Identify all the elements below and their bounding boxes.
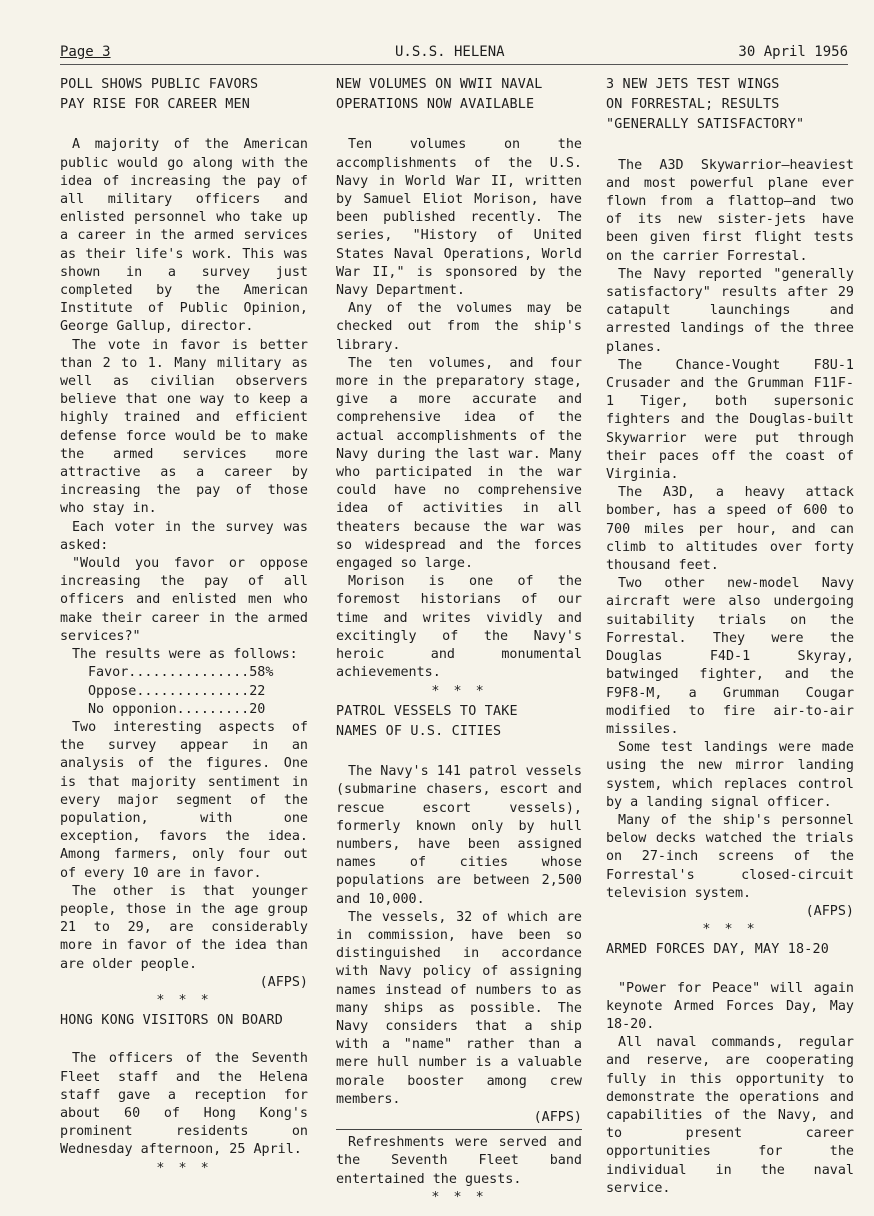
patrol-paragraph: The vessels, 32 of which are in commission, have been so distinguished in accordance with Navy policy of assigning names instead of numbers to as many ships as possible. The Navy considers that a ship with a "name" rather than a mere hull number is a valuable morale booster among crew members. xyxy=(336,909,582,1107)
poll-source: (AFPS) xyxy=(259,974,308,990)
refreshments-paragraph: Refreshments were served and the Seventh Fleet band entertained the guests. xyxy=(336,1135,582,1187)
jets-paragraph: The Chance-Vought F8U-1 Crusader and the Grumman F11F-1 Tiger, both supersonic fighters and the Douglas-built Skywarrior were put through their paces off the coast of Virginia. xyxy=(606,357,854,483)
poll-paragraph: The results were as follows: xyxy=(72,647,298,663)
volumes-paragraph: Morison is one of the foremost historians of our time and writes vividly and excitingly of the Navy's heroic and monumental achievements. xyxy=(336,574,582,681)
poll-paragraph: Two interesting aspects of the survey appear in an analysis of the figures. One is that majority sentiment in every major segment of the population, with one exception, favors the idea. Among farmers, only four out of every 10 are in favor. xyxy=(60,719,308,881)
patrol-headline-line2: NAMES OF U.S. CITIES xyxy=(336,723,502,739)
patrol-paragraph: The Navy's 141 patrol vessels (submarine chasers, escort and rescue escort vessels), formerly known only by hull numbers, have been assigned names of cities whose populations are between 2,500 and 10,000. xyxy=(336,764,582,907)
divider xyxy=(336,1129,582,1130)
volumes-paragraph: Ten volumes on the accomplishments of the U.S. Navy in World War II, written by Samuel Eliot Morison, have been published recently. The series, "History of United States Naval Operations, World War II," is sponsored by the Navy Department. xyxy=(336,137,582,299)
section-separator: * * * xyxy=(431,683,487,699)
section-separator: * * * xyxy=(431,1189,487,1205)
poll-paragraph: The other is that younger people, those in the age group 21 to 29, are considerably more in favor of the idea than are older people. xyxy=(60,883,308,972)
afd-paragraph: "Power for Peace" will again keynote Armed Forces Day, May 18-20. xyxy=(606,980,854,1032)
section-separator: * * * xyxy=(156,992,212,1008)
poll-results xyxy=(60,664,308,719)
poll-paragraph: A majority of the American public would go along with the idea of increasing the pay of all military officers and enlisted personnel who take up a career in the armed services as their life's work. This was shown in a survey just completed by the American Institute of Public Opinion, George Gallup, director. xyxy=(60,137,308,335)
poll-result-favor: Favor...............58% xyxy=(88,665,274,681)
poll-result-oppose: Oppose..............22 xyxy=(88,683,266,699)
column-left xyxy=(60,74,308,1178)
section-separator: * * * xyxy=(702,922,758,938)
jets-source: (AFPS) xyxy=(805,903,854,919)
jets-paragraph: Some test landings were made using the new mirror landing system, which replaces control by a landing signal officer. xyxy=(606,740,854,810)
jets-paragraph: The Navy reported "generally satisfactory" results after 29 catapult launchings and arrested landings of the three planes. xyxy=(606,266,854,355)
jets-headline-line1: 3 NEW JETS TEST WINGS xyxy=(606,77,780,92)
jets-paragraph: Many of the ship's personnel below decks watched the trials on 27-inch screens of the Forrestal's closed-circuit television system. xyxy=(606,812,854,901)
poll-headline-line1: POLL SHOWS PUBLIC FAVORS xyxy=(60,77,259,92)
afd-paragraph: All naval commands, regular and reserve, are cooperating fully in this opportunity to demonstrate the operations and capabilities of the Navy, and to present career opportunities for the individual in the naval service. xyxy=(606,1035,854,1196)
volumes-headline-line1: NEW VOLUMES ON WWII NAVAL xyxy=(336,77,543,92)
jets-headline-line2: ON FORRESTAL; RESULTS xyxy=(606,97,780,113)
section-separator: * * * xyxy=(156,1160,212,1176)
volumes-paragraph: Any of the volumes may be checked out from the ship's library. xyxy=(336,301,582,353)
issue-date: 30 April 1956 xyxy=(738,44,848,60)
jets-paragraph: The A3D Skywarrior—heaviest and most powerful plane ever flown from a flattop—and two of its new sister-jets have been given first flight tests on the carrier Forrestal. xyxy=(606,157,854,264)
jets-paragraph: Two other new-model Navy aircraft were also undergoing suitability trials on the Forrestal. They were the Douglas F4D-1 Skyray, batwinged fighter, and the F9F8-M, a Grumman Cougar modified to fire air-to-air missiles. xyxy=(606,576,854,737)
column-right xyxy=(606,74,854,1198)
poll-paragraph: The vote in favor is better than 2 to 1. Many military as well as civilian observers believe that one way to keep a highly trained and efficient defense force would be to make the armed services more attractive as a career by increasing the pay of those who stay in. xyxy=(60,337,308,517)
jets-headline-line3: "GENERALLY SATISFACTORY" xyxy=(606,117,805,133)
publication-title: U.S.S. HELENA xyxy=(395,44,505,60)
poll-headline-line2: PAY RISE FOR CAREER MEN xyxy=(60,97,251,113)
patrol-headline-line1: PATROL VESSELS TO TAKE xyxy=(336,703,518,719)
poll-question: "Would you favor or oppose increasing the pay of all officers and enlisted men who make their career in the armed services?" xyxy=(60,556,308,644)
patrol-source: (AFPS) xyxy=(533,1109,582,1125)
afd-headline: ARMED FORCES DAY, MAY 18-20 xyxy=(606,942,830,958)
hongkong-headline: HONG KONG VISITORS ON BOARD xyxy=(60,1013,284,1029)
page-header xyxy=(60,42,848,65)
hongkong-paragraph: The officers of the Seventh Fleet staff and the Helena staff gave a reception for about 60 of Hong Kong's prominent residents on Wednesday afternoon, 25 April. xyxy=(60,1051,308,1158)
poll-paragraph: Each voter in the survey was asked: xyxy=(60,519,308,553)
column-middle xyxy=(336,74,582,1207)
page-number: Page 3 xyxy=(60,44,111,60)
poll-result-no-opinion: No opponion.........20 xyxy=(88,701,266,717)
jets-paragraph: The A3D, a heavy attack bomber, has a speed of 600 to 700 miles per hour, and can climb to altitudes over forty thousand feet. xyxy=(606,485,854,574)
volumes-headline-line2: OPERATIONS NOW AVAILABLE xyxy=(336,97,535,113)
volumes-paragraph: The ten volumes, and four more in the preparatory stage, give a more accurate and comprehensive idea of the actual accomplishments of the Navy during the last war. Many who participated in the war could have no comprehensive idea of activities in all theaters because the war was so widespread and the forces engaged so large. xyxy=(336,355,582,572)
